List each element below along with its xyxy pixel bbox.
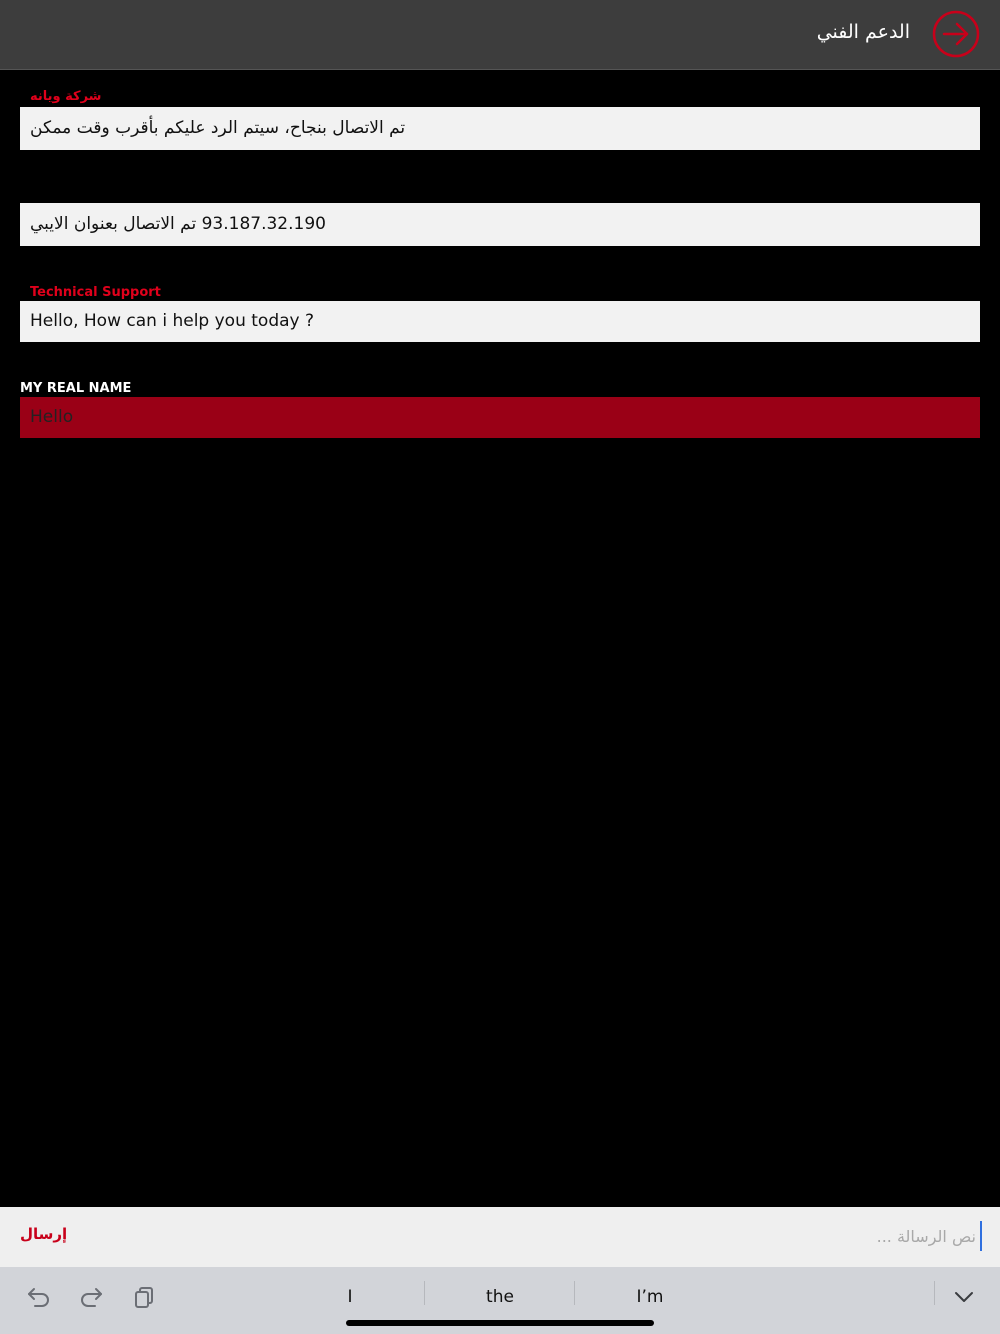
home-indicator (346, 1320, 654, 1326)
arrow-right-circle-icon (932, 10, 980, 58)
message-bubble (20, 301, 980, 342)
top-bar (0, 0, 1000, 70)
undo-icon[interactable] (25, 1283, 53, 1311)
redo-icon[interactable] (77, 1283, 105, 1311)
message-bubble (20, 203, 980, 246)
paste-icon[interactable] (130, 1283, 158, 1311)
suggestion-item[interactable]: I’m (636, 1287, 664, 1307)
suggestion-divider (424, 1281, 425, 1305)
page-title: الدعم الفني (816, 21, 910, 43)
message-text: تم الاتصال بنجاح، سيتم الرد عليكم بأقرب وقت ممكن (30, 118, 406, 138)
suggestion-divider (574, 1281, 575, 1305)
message-input[interactable] (376, 1221, 982, 1251)
message-text: Hello, How can i help you today ? (30, 311, 315, 331)
chevron-down-icon[interactable] (950, 1283, 978, 1311)
message-bubble (20, 107, 980, 150)
message-bubble-own (20, 397, 980, 438)
message-text: 93.187.32.190 تم الاتصال بعنوان الايبي (30, 214, 326, 234)
message-sender: شركة ويانه (30, 89, 102, 104)
message-composer (0, 1207, 1000, 1267)
message-text: Hello (30, 407, 74, 427)
message-sender: Technical Support (30, 285, 161, 300)
suggestion-item[interactable]: I (347, 1287, 353, 1307)
suggestion-item[interactable]: the (486, 1287, 514, 1307)
send-button[interactable]: إرسال (20, 1225, 68, 1243)
back-button[interactable] (932, 10, 980, 58)
toolbar-divider (934, 1281, 935, 1305)
message-sender: MY REAL NAME (20, 381, 132, 396)
